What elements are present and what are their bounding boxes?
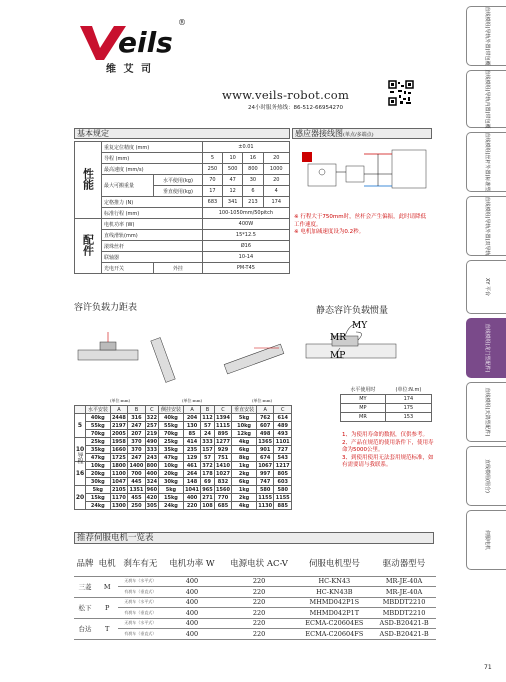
svg-text:MY: MY (352, 321, 368, 331)
side-tab[interactable]: XY 平台 (466, 260, 506, 314)
registered-mark: ® (178, 18, 186, 27)
side-tab[interactable]: 伺服电机 (466, 510, 506, 570)
servo-row: 有刹车（垂直式） 400 220 ECMA-C20604FS ASD-B20421-B (74, 629, 436, 640)
load-row: 47kg 1725 247 243 47kg 129 57 751 8kg 674 543 (75, 454, 292, 462)
group-parts: 配件 (75, 219, 102, 274)
group-performance: 性能 (75, 142, 102, 219)
svg-text:MP: MP (330, 351, 346, 361)
load-row: 20kg 1100 700 400 20kg 264 178 1027 2kg 997 805 (75, 470, 292, 478)
servo-row: 台达 T 无刹车（水平式） 400 220 ECMA-C20604ES ASD-B20421-B (74, 618, 436, 629)
page-number: 71 (484, 664, 492, 671)
sensor-notes: ※ 行程大于750mm时，丝杆会产生偏振，此时请降低工作速度。 ※ 电机加减速度设为0.2秒。 (294, 214, 427, 235)
qr-code-icon (388, 80, 414, 106)
static-notes: 1、为使用寿命的数据，仅供参考。 2、产品在规范的使用条件下，使用寿命为5000公里。 3、到使用使用无法套用规范标准，如有需要请与我联系。 (342, 432, 434, 468)
hotline: 24小时服务热线：86-512-66954270 (248, 105, 343, 111)
load-row: 20 5kg 2105 1351 960 5kg 1041 965 1560 1kg 580 580 (75, 486, 292, 494)
static-load-table: 水平使用时 (单位:N.m) MY 174 MP 175 MR 153 (340, 385, 432, 422)
load-row: 16 10kg 1800 1400 800 10kg 461 372 1410 1kg 1067 1217 (75, 462, 292, 470)
section-basic-title: 基本规定 (74, 128, 290, 139)
load-row: 24kg 1300 250 305 24kg 220 108 685 4kg 1130 885 (75, 502, 292, 510)
brand-name-cn: 维 艾 司 (106, 64, 153, 75)
load-row: 30kg 1047 445 324 30kg 148 69 832 6kg 747 603 (75, 478, 292, 486)
load-row: 10 25kg 1958 370 490 25kg 414 333 1277 4kg 1365 1101 (75, 438, 292, 446)
lead-col (75, 406, 86, 414)
veils-logo (78, 22, 188, 62)
side-tab[interactable]: 直线模组(组合) (466, 446, 506, 506)
svg-text:eils: eils (118, 26, 173, 59)
side-tab[interactable]: 直线模组(丝杆外置)标准型 (466, 132, 506, 192)
load-orientation-diagrams (74, 330, 294, 390)
load-row: 5 40kg 2448 316 322 40kg 204 112 1394 5kg 762 614 (75, 414, 292, 422)
section-servo-title: 推荐伺服电机一览表 (74, 532, 434, 544)
side-tab[interactable]: 直线模组(导轨外置)带包覆 (466, 6, 506, 66)
load-row: 70kg 2005 207 219 70kg 85 24 895 12kg 498 493 (75, 430, 292, 438)
lead-label: 导程 (76, 452, 83, 464)
moment-axes-diagram (300, 318, 410, 380)
side-tab[interactable]: 直线模组(导轨外置)双导轨 (466, 196, 506, 256)
section-sensor-title: 感应器接线图(单点/多端点) (292, 128, 432, 139)
load-moment-table: 水平安装 A B C 侧挂安装 A B C 垂直安装 A C 5 40kg 2448 316 322 40kg 204 112 1394 5kg 762 614 55kg 2197 247 257 55kg 130 57 1115 10kg 607 489 70kg 2005 207 219 70kg 85 24 895 12kg 498 493 10 25kg 1958 370 490 25kg 414 333 1277 4kg 1365 1101 35kg 1660 370 333 35kg 235 157 929 6kg 901 727 47kg 1725 247 243 47kg 129 57 751 8kg 674 543 16 10kg 1800 1400 800 10kg 461 372 1410 1kg 1067 1217 20kg 1100 700 400 20kg 264 178 1027 2kg 997 805 30kg 1047 445 324 30kg 148 69 832 6kg 747 603 20 5kg 2105 1351 960 5kg 1041 965 1560 1kg 580 580 15kg 1170 455 420 15kg 400 271 770 2kg 1155 1155 24kg 1300 250 305 24kg 220 108 685 4kg 1130 885 (75, 406, 290, 509)
static-load-title: 静态容许负载惯量 (316, 306, 389, 316)
load-row: 35kg 1660 370 333 35kg 235 157 929 6kg 901 727 (75, 446, 292, 454)
load-row: 55kg 2197 247 257 55kg 130 57 1115 10kg 607 489 (75, 422, 292, 430)
load-moment-title: 容许负载力距表 (74, 303, 138, 313)
servo-row: 有刹车（垂直式） 400 220 HC-KN43B MR-JE-40A (74, 587, 436, 598)
side-tab[interactable]: 直线模组(龙门型配件) (466, 318, 506, 378)
load-row: 15kg 1170 455 420 15kg 400 271 770 2kg 1155 1155 (75, 494, 292, 502)
side-tab[interactable]: 直线模组(天鸽型配件) (466, 382, 506, 442)
svg-text:MR: MR (330, 333, 346, 343)
website-url[interactable]: www.veils-robot.com (222, 88, 350, 102)
sensor-wiring-diagram (292, 142, 432, 208)
servo-row: 有刹车（垂直式） 400 220 MHMD042P1T MBDDT2210 (74, 608, 436, 619)
servo-row: 松下 P 无刹车（水平式） 400 220 MHMD042P1S MBDDT2210 (74, 597, 436, 608)
side-tab[interactable]: 直线模组(导轨内置)带包覆 (466, 70, 506, 128)
servo-table: 品牌 电机 刹车有无 电机功率 W 电源电状 AC-V 伺服电机型号 驱动器型号 三菱 M 无刹车（水平式） 400 220 HC-KN43 MR-JE-40A 有刹车（垂直式） 400 220 HC-KN43B MR-JE-40A 松下 P 无刹车（水平式） 400 220 MHMD042P1S MBDDT2210 有刹车（垂直式） 400 220 MHMD042P1T MBDDT2210 台达 T 无刹车（水平式） 400 220 ECMA-C20604ES ASD-B20421-B 有刹车（垂直式） 400 220 ECMA-C20604FS ASD-B20421-B (74, 550, 436, 640)
servo-row: 三菱 M 无刹车（水平式） 400 220 HC-KN43 MR-JE-40A (74, 576, 436, 587)
basic-spec-table: 性能 重复定位精度 (mm) ±0.01 导程 (mm) 5 10 16 20 最高速度 (mm/s) 250 500 800 1000 最大可搬重量 水平使用(kg) 70 47 30 20 垂直使用(kg) 17 12 6 4 定格推力 (N) 683 341 213 174 标准行程 (mm) 100-1050mm/50pitch 配件 电机功率 (W) 400W 直线滑轨(mm) 15*12.5 滚珠丝杆 Ø16 联轴器 10-14 光电开关 外挂 PM-T45 (74, 141, 290, 274)
